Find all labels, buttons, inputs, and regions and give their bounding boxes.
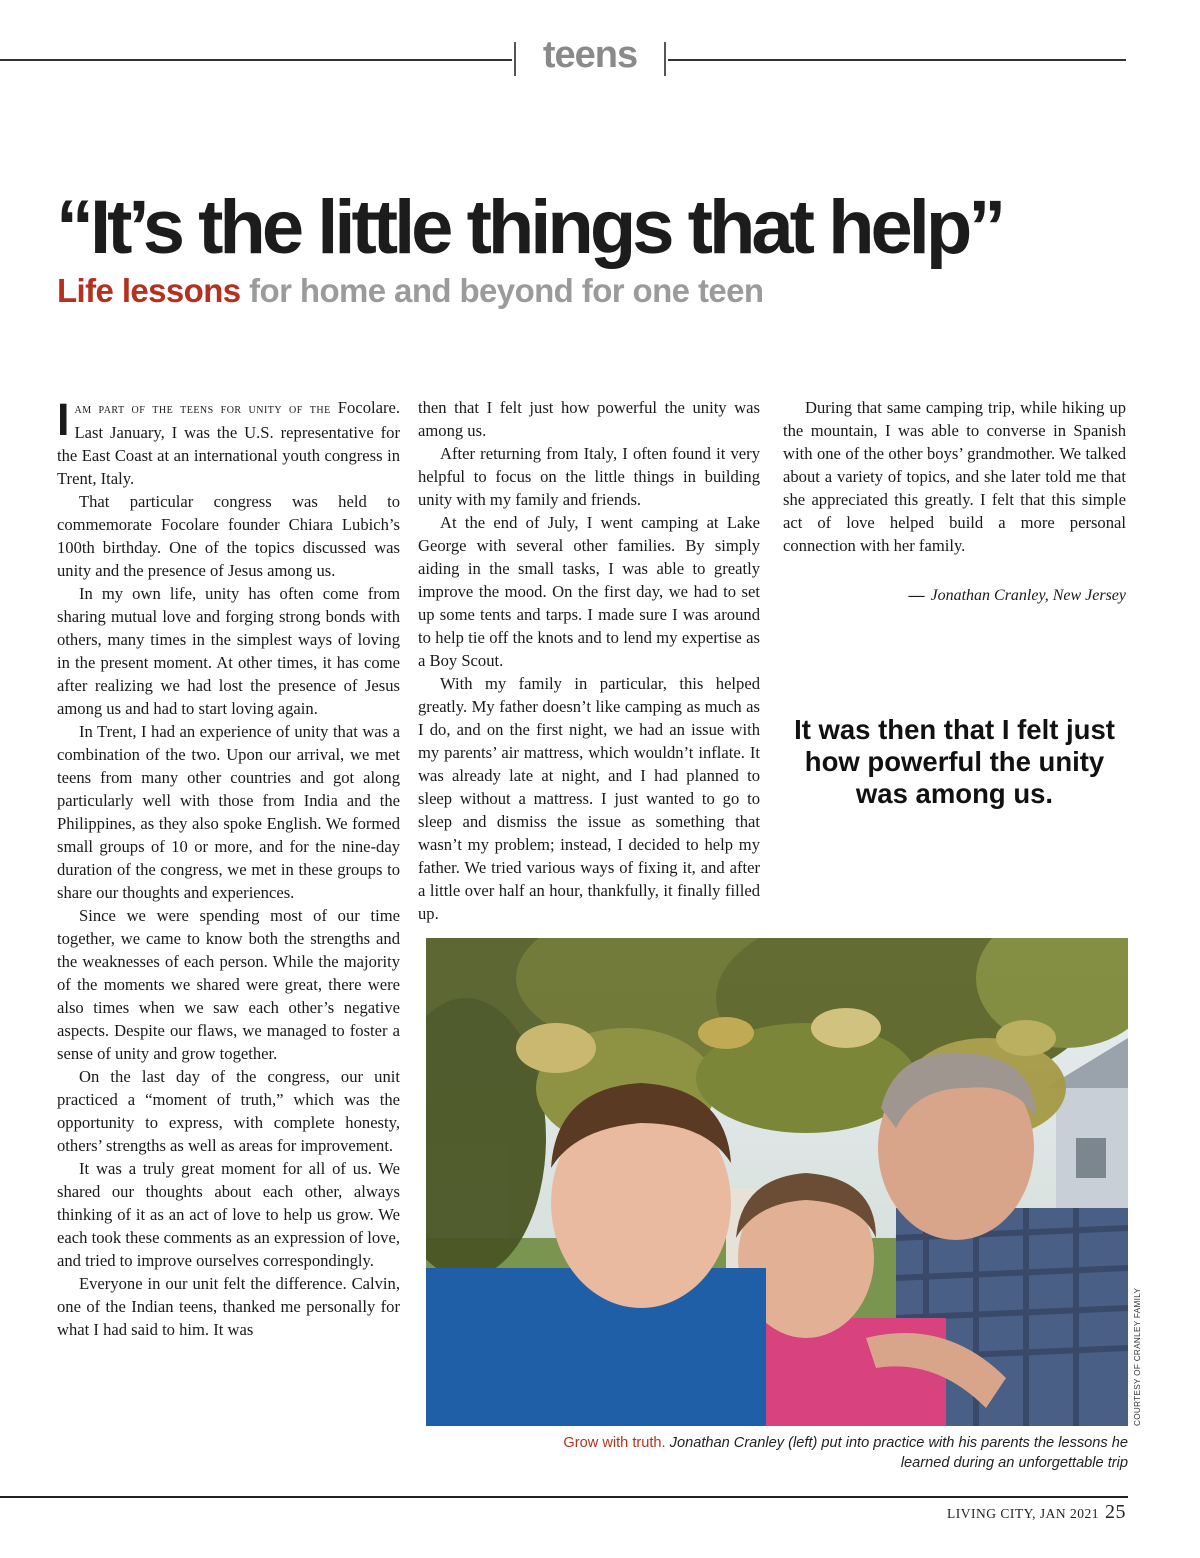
article-dek xyxy=(57,273,1157,309)
paragraph: After returning from Italy, I often found it very helpful to focus on the little things in building unity with my family and friends. xyxy=(418,444,760,509)
family-photo xyxy=(426,938,1128,1426)
signature-text: Jonathan Cranley, New Jersey xyxy=(930,587,1126,604)
article-column-2 xyxy=(418,396,760,925)
paragraph: then that I felt just how powerful the unity was among us. xyxy=(418,398,760,440)
publication-name: LIVING CITY, JAN 2021 xyxy=(947,1506,1099,1521)
drop-cap: I xyxy=(57,394,70,445)
header-tick-left xyxy=(514,42,516,76)
header-rule-left xyxy=(0,59,512,61)
caption-body: Jonathan Cranley (left) put into practice with his parents the lessons he learned during an unforgettable trip xyxy=(669,1435,1128,1471)
photo-caption xyxy=(560,1433,1128,1473)
dek-rest: for home and beyond for one teen xyxy=(249,272,764,309)
footer-rule xyxy=(0,1496,1128,1498)
header-rule-right xyxy=(668,59,1126,61)
lead-paragraph xyxy=(57,396,400,490)
section-label: teens xyxy=(542,34,638,76)
article-column-3 xyxy=(783,396,1126,557)
paragraph: In my own life, unity has often come from sharing mutual love and forging strong bonds with others, many times in the simplest ways of loving in the present moment. At other times, it has come after realizing we had lost the presence of Jesus among us and had to start loving again. xyxy=(57,584,400,718)
paragraph: During that same camping trip, while hiking up the mountain, I was able to converse in Spanish with one of the other boys’ grandmother. We talked about a variety of topics, and she later told me that she appreciated this greatly. I felt that this simple act of love helped build a more personal connection with her family. xyxy=(783,398,1126,555)
paragraph: At the end of July, I went camping at Lake George with several other families. By simply aiding in the small tasks, I was able to greatly improve the mood. On the first day, we had to set up some tents and tarps. I made sure I was around to help tie off the knots and to lend my expertise as a Boy Scout. xyxy=(418,513,760,670)
article-headline: “It’s the little things that help” xyxy=(56,185,1003,270)
header-tick-right xyxy=(664,42,666,76)
signature-dash: — xyxy=(908,587,925,604)
folio xyxy=(947,1501,1126,1524)
dek-accent: Life lessons xyxy=(57,272,241,309)
paragraph: Since we were spending most of our time together, we came to know both the strengths and the weaknesses of each person. While the majority of the moments we shared were great, there were also times when we saw each other’s negative aspects. Despite our flaws, we managed to foster a sense of unity and grow together. xyxy=(57,906,400,1063)
paragraph: That particular congress was held to commemorate Focolare founder Chiara Lubich’s 100th birthday. One of the topics discussed was unity and the presence of Jesus among us. xyxy=(57,492,400,580)
paragraph: In Trent, I had an experience of unity that was a combination of the two. Upon our arrival, we met teens from many other countries and got along particularly well with those from India and the Philippines, as they also spoke English. We formed small groups of 10 or more, and for the nine-day duration of the congress, we met in these groups to share our thoughts and experiences. xyxy=(57,722,400,902)
paragraph: Focolare. Last January, I was the U.S. representative for the East Coast at an international youth congress in Trent, Italy. xyxy=(57,398,400,488)
photo-credit: COURTESY OF CRANLEY FAMILY xyxy=(1133,1287,1142,1426)
article-column-1 xyxy=(57,396,400,1341)
paragraph: On the last day of the congress, our unit practiced a “moment of truth,” which was the opportunity to express, with complete honesty, others’ strengths as well as areas for improvement. xyxy=(57,1067,400,1155)
page-number: 25 xyxy=(1105,1501,1126,1523)
pull-quote: It was then that I felt just how powerful the unity was among us. xyxy=(794,714,1115,809)
paragraph: Everyone in our unit felt the difference. Calvin, one of the Indian teens, thanked me personally for what I had said to him. It was xyxy=(57,1274,400,1339)
caption-lead: Grow with truth. xyxy=(563,1435,666,1451)
paragraph: It was a truly great moment for all of us. We shared our thoughts about each other, always thinking of it as an act of love to help us grow. We each took these comments as an expression of love, and tried to improve ourselves correspondingly. xyxy=(57,1159,400,1270)
author-signature xyxy=(783,587,1126,605)
paragraph: With my family in particular, this helped greatly. My father doesn’t like camping as much as I do, and on the first night, we had an issue with my parents’ air mattress, which wouldn’t inflate. It was already late at night, and I had planned to sleep without a mattress. I just wanted to go to sleep and dismiss the issue as something that wasn’t my problem; instead, I decided to help my father. We tried various ways of fixing it, and after a little over half an hour, thankfully, it finally filled up. xyxy=(418,674,760,923)
lead-smallcaps: am part of the teens for unity of the xyxy=(74,402,331,417)
